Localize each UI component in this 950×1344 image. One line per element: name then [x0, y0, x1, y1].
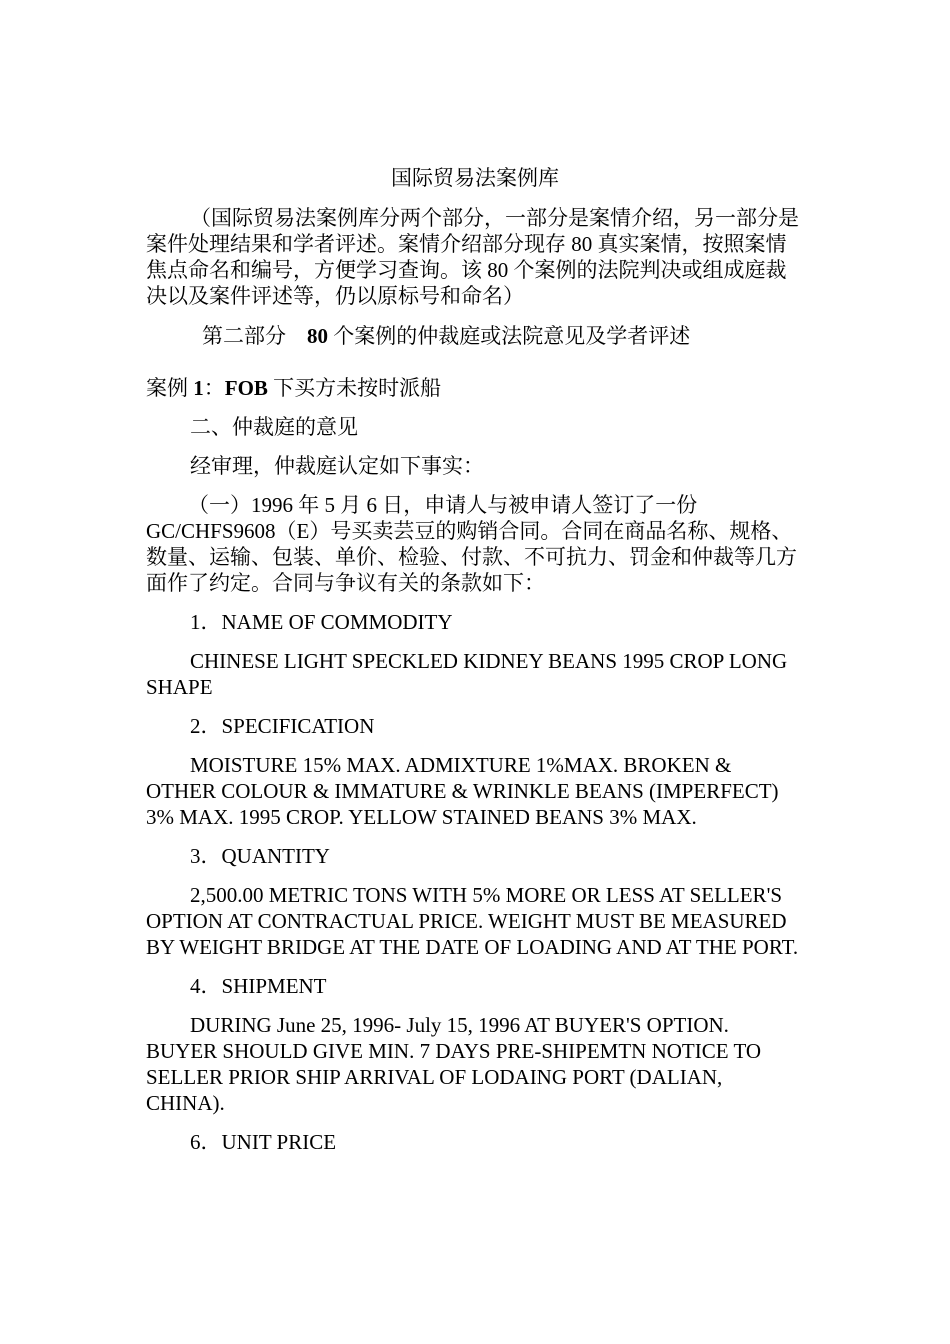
fact-paragraph: （一）1996 年 5 月 6 日，申请人与被申请人签订了一份 GC/CHFS9608（E）号买卖芸豆的购销合同。合同在商品名称、规格、数量、运输、包装、单价、检验、付款、不可抗力、罚金和仲裁等几方面作了约定。合同与争议有关的条款如下： — [146, 493, 797, 595]
clause-heading: 4．SHIPMENT — [190, 974, 327, 998]
intro-paragraph: （国际贸易法案例库分两个部分，一部分是案情介绍，另一部分是案件处理结果和学者评述。案情介绍部分现存 80 真实案情，按照案情焦点命名和编号，方便学习查询。该 80 个案例的法院判决或组成庭裁决以及案件评述等，仍以原标号和命名） — [146, 206, 799, 308]
clause-body: 2,500.00 METRIC TONS WITH 5% MORE OR LESS AT SELLER'S OPTION AT CONTRACTUAL PRICE. WEIGHT MUST BE MEASURED BY WEIGHT BRIDGE AT THE DATE OF LOADING AND AT THE PORT. — [146, 883, 799, 959]
clause-heading: 2．SPECIFICATION — [190, 714, 375, 738]
clause-body: CHINESE LIGHT SPECKLED KIDNEY BEANS 1995 CROP LONG SHAPE — [146, 649, 788, 699]
case-heading-title: 下买方未按时派船 — [267, 376, 442, 400]
part-heading-prefix: 第二部分 — [202, 324, 307, 348]
section-heading: 二、仲裁庭的意见 — [190, 415, 358, 439]
clause-body: MOISTURE 15% MAX. ADMIXTURE 1%MAX. BROKEN & OTHER COLOUR & IMMATURE & WRINKLE BEANS (IMPERFECT) 3% MAX. 1995 CROP. YELLOW STAINED BEANS 3% MAX. — [146, 753, 779, 829]
document-title: 国际贸易法案例库 — [391, 166, 559, 190]
clause-heading: 6．UNIT PRICE — [190, 1130, 337, 1154]
case-heading-colon: ： — [203, 376, 225, 400]
case-heading-prefix: 案例 — [146, 376, 194, 400]
finding-intro: 经审理，仲裁庭认定如下事实： — [190, 454, 484, 478]
case-heading-number: 1 — [193, 376, 204, 400]
clause-heading: 3．QUANTITY — [190, 844, 330, 868]
clause-body: DURING June 25, 1996- July 15, 1996 AT BUYER'S OPTION. BUYER SHOULD GIVE MIN. 7 DAYS PRE-SHIPEMTN NOTICE TO SELLER PRIOR SHIP ARRIVAL OF LODAING PORT (DALIAN, CHINA). — [146, 1013, 762, 1115]
case-heading — [146, 375, 804, 401]
part-heading-number: 80 — [307, 324, 328, 348]
clause-heading: 1．NAME OF COMMODITY — [190, 610, 453, 634]
part-heading — [146, 323, 804, 349]
case-heading-fob: FOB — [224, 376, 268, 400]
part-heading-suffix: 个案例的仲裁庭或法院意见及学者评述 — [328, 324, 691, 348]
